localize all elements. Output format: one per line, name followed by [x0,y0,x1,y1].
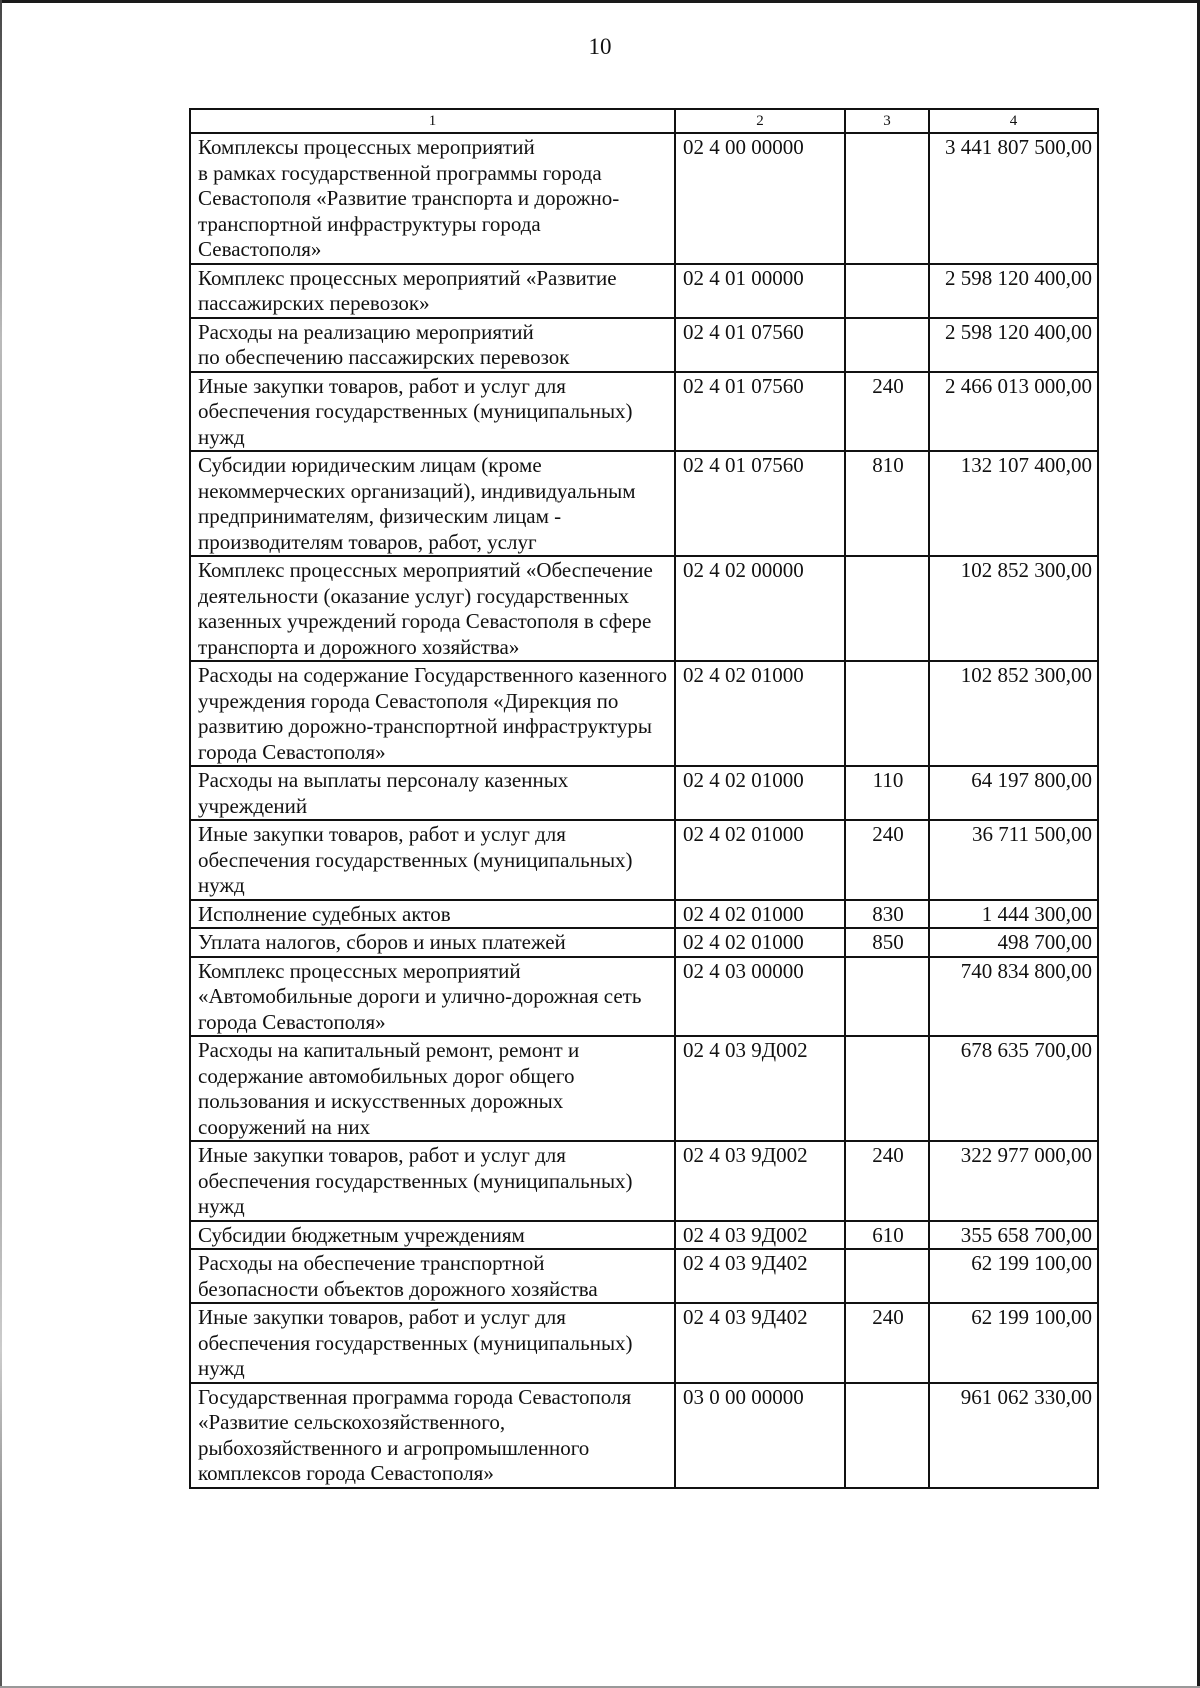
amount-cell: 64 197 800,00 [929,766,1098,820]
expense-type-cell: 240 [845,1141,929,1221]
code-cell: 02 4 03 9Д002 [675,1221,845,1250]
expense-type-cell [845,556,929,661]
expense-type-cell: 830 [845,900,929,929]
table-row [190,1221,1098,1250]
code-cell: 02 4 01 00000 [675,264,845,318]
code-cell: 02 4 03 9Д402 [675,1249,845,1303]
table-row [190,1303,1098,1383]
table-row [190,820,1098,900]
budget-table [189,108,1099,1489]
name-cell: Расходы на содержание Государственного казенного учреждения города Севастополя «Дирекция по развитию дорожно-транспортной инфраструктуры города Севастополя» [190,661,675,766]
code-cell: 02 4 03 9Д002 [675,1036,845,1141]
expense-type-cell: 110 [845,766,929,820]
amount-cell: 36 711 500,00 [929,820,1098,900]
table-row [190,1036,1098,1141]
header-col-4: 4 [929,109,1098,133]
code-cell: 02 4 02 01000 [675,820,845,900]
amount-cell: 132 107 400,00 [929,451,1098,556]
name-cell: Расходы на выплаты персоналу казенных учреждений [190,766,675,820]
name-cell: Иные закупки товаров, работ и услуг для обеспечения государственных (муниципальных) нужд [190,820,675,900]
expense-type-cell: 240 [845,1303,929,1383]
table-row [190,451,1098,556]
name-cell: Расходы на капитальный ремонт, ремонт и содержание автомобильных дорог общего пользования и искусственных дорожных сооружений на них [190,1036,675,1141]
code-cell: 02 4 03 9Д002 [675,1141,845,1221]
code-cell: 02 4 01 07560 [675,372,845,452]
expense-type-cell [845,661,929,766]
amount-cell: 1 444 300,00 [929,900,1098,929]
expense-type-cell [845,1036,929,1141]
table-row [190,928,1098,957]
header-col-3: 3 [845,109,929,133]
code-cell: 03 0 00 00000 [675,1383,845,1488]
table-row [190,661,1098,766]
page-number: 10 [588,34,612,59]
expense-type-cell: 850 [845,928,929,957]
amount-cell: 62 199 100,00 [929,1249,1098,1303]
code-cell: 02 4 02 01000 [675,928,845,957]
header-col-2: 2 [675,109,845,133]
table-row [190,133,1098,264]
table-row [190,372,1098,452]
amount-cell: 102 852 300,00 [929,661,1098,766]
amount-cell: 62 199 100,00 [929,1303,1098,1383]
scan-edge-top [0,0,1200,3]
table-row [190,900,1098,929]
code-cell: 02 4 00 00000 [675,133,845,264]
name-cell: Комплекс процессных мероприятий «Обеспечение деятельности (оказание услуг) государственных казенных учреждений города Севастополя в сфере транспорта и дорожного хозяйства» [190,556,675,661]
expense-type-cell [845,957,929,1037]
amount-cell: 740 834 800,00 [929,957,1098,1037]
table-row [190,1249,1098,1303]
code-cell: 02 4 03 9Д402 [675,1303,845,1383]
name-cell: Субсидии бюджетным учреждениям [190,1221,675,1250]
table-body [190,133,1098,1488]
code-cell: 02 4 01 07560 [675,318,845,372]
table-row [190,1141,1098,1221]
table-row [190,318,1098,372]
table-row [190,556,1098,661]
table-row [190,957,1098,1037]
name-cell: Субсидии юридическим лицам (кроме некоммерческих организаций), индивидуальным предпринимателям, физическим лицам - производителям товаров, работ, услуг [190,451,675,556]
name-cell: Расходы на реализацию мероприятий по обеспечению пассажирских перевозок [190,318,675,372]
expense-type-cell: 810 [845,451,929,556]
name-cell: Иные закупки товаров, работ и услуг для обеспечения государственных (муниципальных) нужд [190,1303,675,1383]
name-cell: Исполнение судебных актов [190,900,675,929]
code-cell: 02 4 02 00000 [675,556,845,661]
name-cell: Комплекс процессных мероприятий «Развитие пассажирских перевозок» [190,264,675,318]
expense-type-cell: 240 [845,372,929,452]
amount-cell: 678 635 700,00 [929,1036,1098,1141]
amount-cell: 961 062 330,00 [929,1383,1098,1488]
code-cell: 02 4 02 01000 [675,766,845,820]
amount-cell: 102 852 300,00 [929,556,1098,661]
code-cell: 02 4 02 01000 [675,661,845,766]
name-cell: Иные закупки товаров, работ и услуг для обеспечения государственных (муниципальных) нужд [190,1141,675,1221]
name-cell: Комплексы процессных мероприятий в рамках государственной программы города Севастополя «Развитие транспорта и дорожно-транспортной инфраструктуры города Севастополя» [190,133,675,264]
table-row [190,264,1098,318]
header-col-1: 1 [190,109,675,133]
amount-cell: 322 977 000,00 [929,1141,1098,1221]
table-row [190,1383,1098,1488]
table-row [190,766,1098,820]
expense-type-cell [845,1249,929,1303]
expense-type-cell [845,1383,929,1488]
name-cell: Государственная программа города Севастополя «Развитие сельскохозяйственного, рыбохозяйственного и агропромышленного комплексов города Севастополя» [190,1383,675,1488]
amount-cell: 2 598 120 400,00 [929,318,1098,372]
amount-cell: 3 441 807 500,00 [929,133,1098,264]
name-cell: Комплекс процессных мероприятий «Автомобильные дороги и улично-дорожная сеть города Севастополя» [190,957,675,1037]
amount-cell: 498 700,00 [929,928,1098,957]
code-cell: 02 4 03 00000 [675,957,845,1037]
expense-type-cell: 610 [845,1221,929,1250]
expense-type-cell: 240 [845,820,929,900]
expense-type-cell [845,264,929,318]
name-cell: Уплата налогов, сборов и иных платежей [190,928,675,957]
code-cell: 02 4 01 07560 [675,451,845,556]
header-row [190,109,1098,133]
scan-edge-left [0,0,2,1688]
name-cell: Иные закупки товаров, работ и услуг для обеспечения государственных (муниципальных) нужд [190,372,675,452]
amount-cell: 2 466 013 000,00 [929,372,1098,452]
code-cell: 02 4 02 01000 [675,900,845,929]
amount-cell: 355 658 700,00 [929,1221,1098,1250]
expense-type-cell [845,318,929,372]
name-cell: Расходы на обеспечение транспортной безопасности объектов дорожного хозяйства [190,1249,675,1303]
expense-type-cell [845,133,929,264]
amount-cell: 2 598 120 400,00 [929,264,1098,318]
